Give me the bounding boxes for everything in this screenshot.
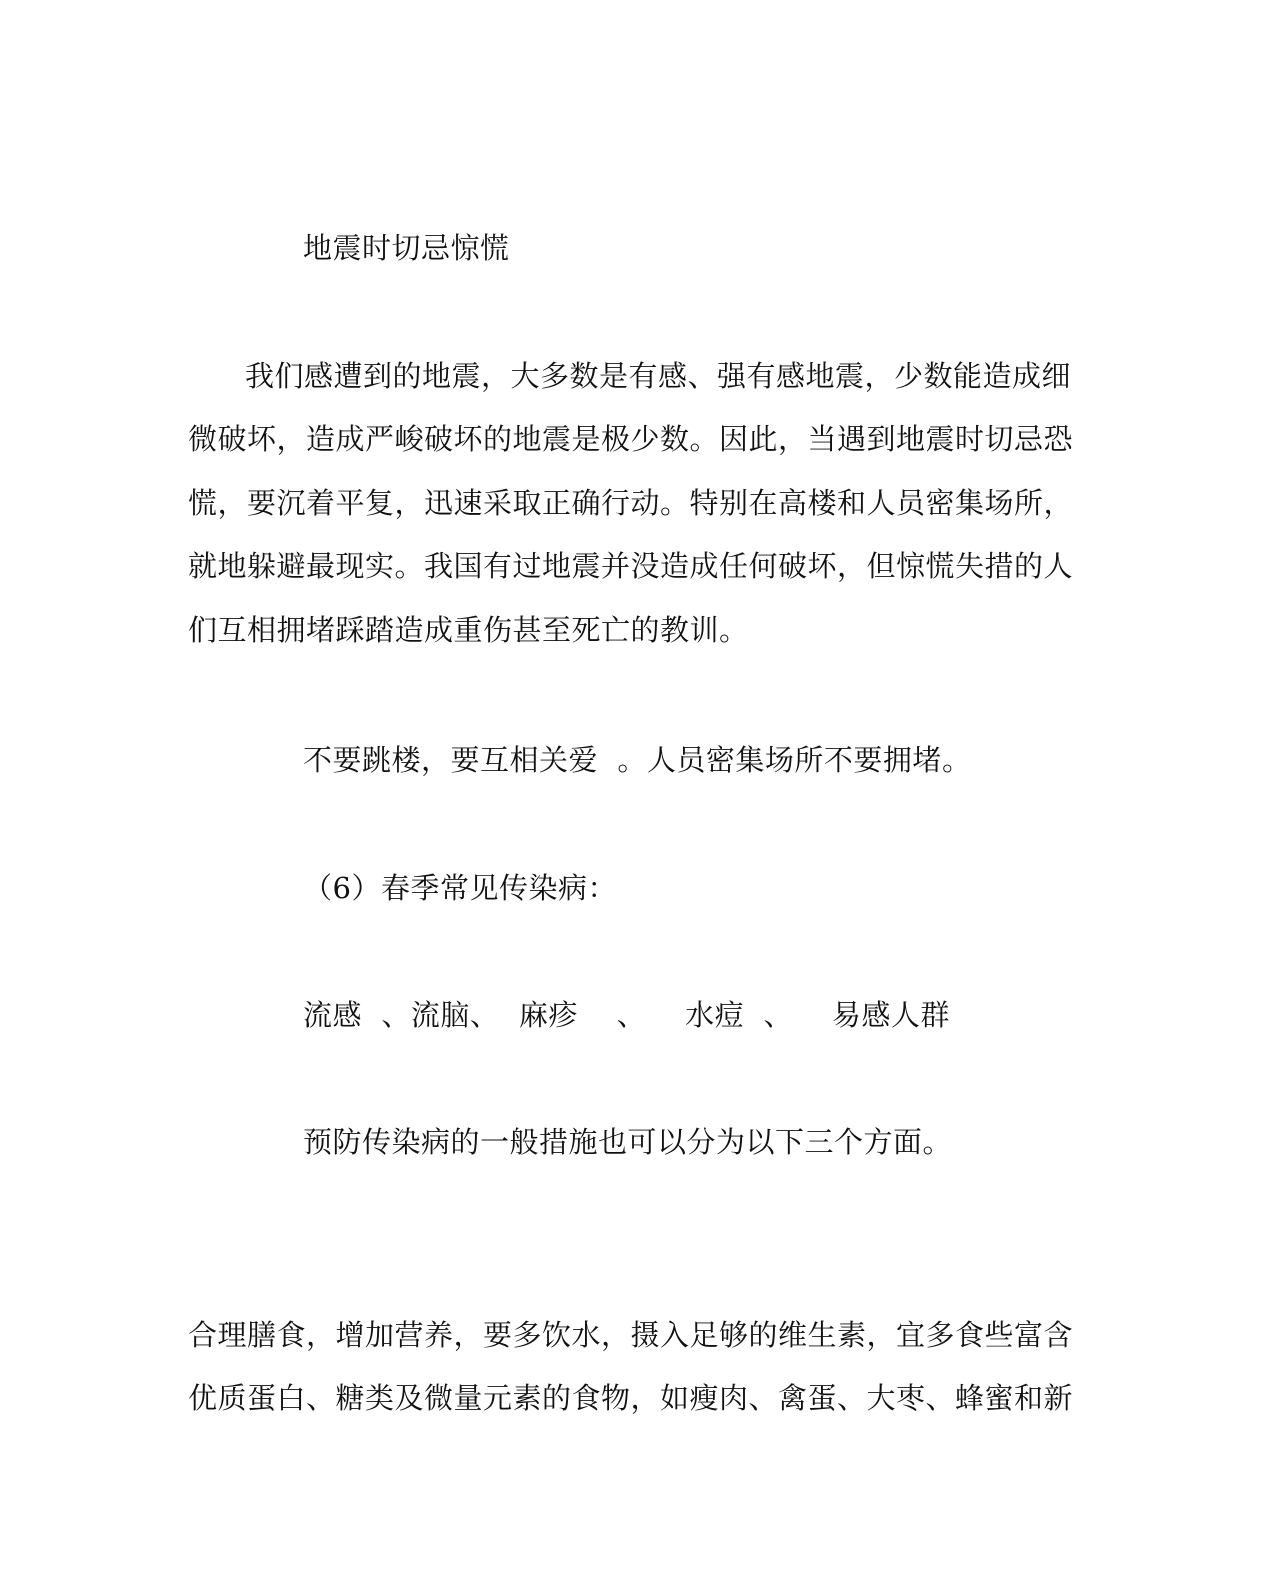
- paragraph-line: 我们感遭到的地震，大多数是有感、强有感地震，少数能造成细: [245, 359, 1072, 393]
- disease-list: 流感 、流脑、 麻疹 、 水痘 、 易感人群: [303, 998, 950, 1032]
- paragraph-line: 优质蛋白、糖类及微量元素的食物，如瘦肉、禽蛋、大枣、蜂蜜和新: [188, 1381, 1074, 1415]
- paragraph-line: 就地躲避最现实。我国有过地震并没造成任何破坏，但惊慌失措的人: [188, 549, 1074, 583]
- paragraph-line: 们互相拥堵踩踏造成重伤甚至死亡的教训。: [188, 613, 749, 647]
- prevention-intro: 预防传染病的一般措施也可以分为以下三个方面。: [303, 1125, 953, 1159]
- heading-earthquake-panic: 地震时切忌惊慌: [303, 231, 510, 265]
- paragraph-line: 微破坏，造成严峻破坏的地震是极少数。因此，当遇到地震时切忌恐: [188, 422, 1074, 456]
- section-heading-spring-diseases: （6）春季常见传染病：: [303, 871, 617, 905]
- advice-line: 不要跳楼，要互相关爱 。人员密集场所不要拥堵。: [303, 743, 972, 777]
- paragraph-line: 慌，要沉着平复，迅速采取正确行动。特别在高楼和人员密集场所，: [188, 486, 1074, 520]
- paragraph-line: 合理膳食，增加营养，要多饮水，摄入足够的维生素，宜多食些富含: [188, 1318, 1074, 1352]
